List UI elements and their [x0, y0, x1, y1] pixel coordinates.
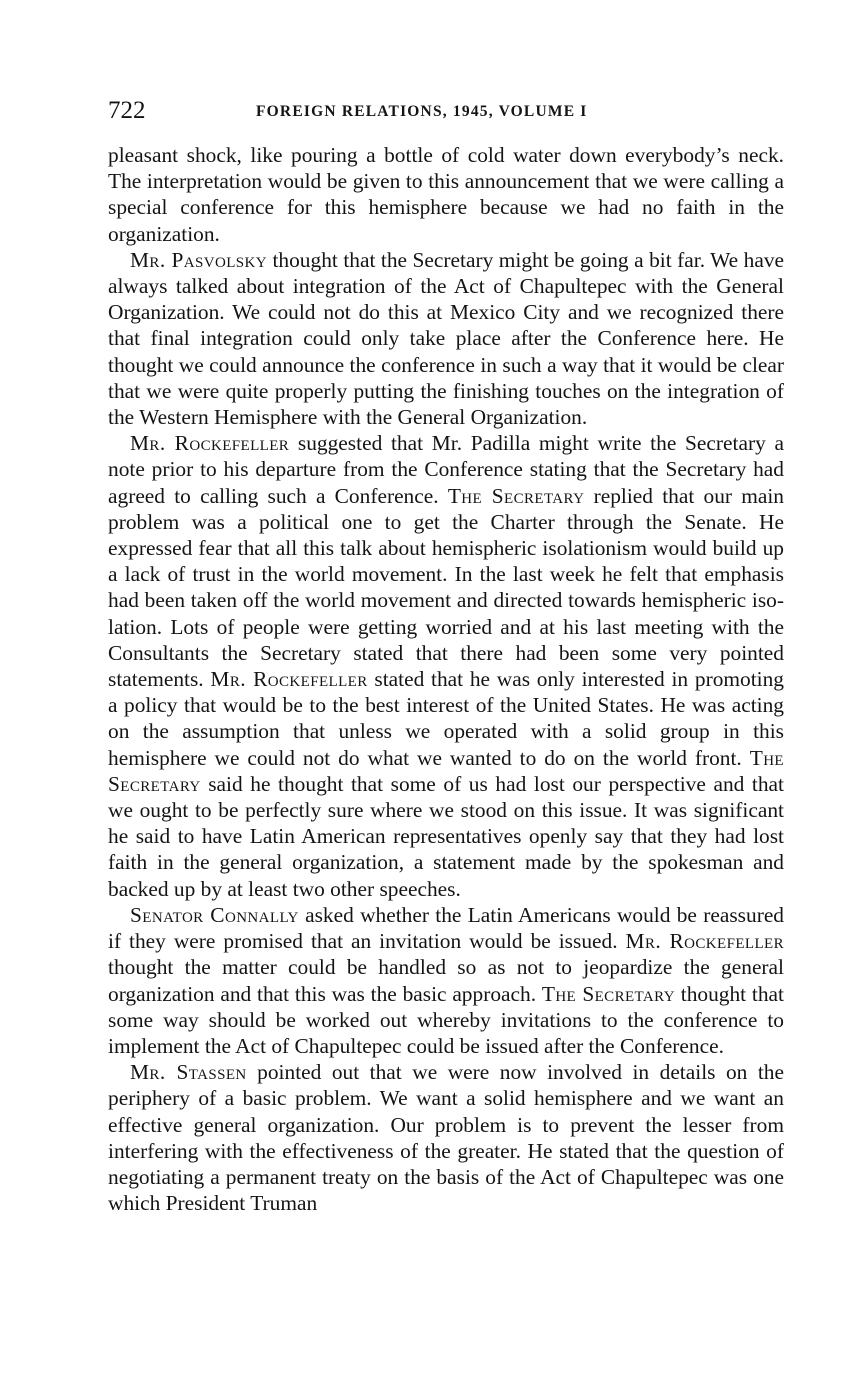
text-run: asked whether the Latin Americans would be reassured if they were promised that an invitation would be issued.	[108, 902, 785, 954]
text-run: said he thought that some of us had lost our perspective and that we ought to be perfectly sure where we stood on this issue. It was significant he said to have Latin American representatives openly say that they had lost faith in the general organization, a statement made by the spokesman and backed up by at least two other speeches.	[108, 771, 784, 901]
text-run: stated that he was only interested in promoting a policy that would be to the best interest of the United States. He was acting on the assumption that unless we operated with a solid group in this hemisphere we could not do what we wanted to do on the world front.	[108, 667, 785, 770]
speaker-name: The Secretary	[108, 745, 784, 796]
paragraph-2	[108, 247, 784, 430]
running-head: FOREIGN RELATIONS, 1945, VOLUME I	[256, 103, 588, 120]
text-run: thought the matter could be handled so as not to jeopardize the general organization and that this was the basic approach.	[108, 955, 784, 1006]
speaker-name: Mr. Rockefeller	[130, 431, 290, 456]
page-number: 722	[108, 97, 146, 124]
speaker-name: Senator Connally	[130, 902, 299, 927]
page-header	[108, 96, 784, 126]
paragraph-4	[108, 902, 784, 1059]
text-run: pointed out that we were now involved in details on the periphery of a basic problem. We want a solid hemisphere and we want an effective general organization. Our problem is to prevent the lesser from interfering with the effectiveness of the greater. He stated that the question of negotiating a permanent treaty on the basis of the Act of Chapultepec was one which President Truman	[108, 1060, 784, 1216]
speaker-name: Mr. Rockefeller	[210, 667, 368, 692]
speaker-name: Mr. Rockefeller	[625, 929, 784, 954]
speaker-name: The Secretary	[541, 981, 675, 1006]
speaker-name: Mr. Pasvolsky	[130, 247, 267, 272]
text-run: suggested that Mr. Padilla might write the Secretary a note prior to his departure from the Conference stating that the Secretary had agreed to calling such a Conference.	[108, 431, 784, 508]
text-run: thought that the Secretary might be going a bit far. We have always talked about integration of the Act of Chapultepec with the General Organization. We could not do this at Mexico City and we recognized there that final integration could only take place after the Conference here. He thought we could announce the conference in such a way that it would be clear that we were quite properly putting the finishing touches on the integration of the Western Hemisphere with the General Organization.	[108, 247, 785, 430]
paragraph-1	[108, 142, 784, 247]
text-run: pleasant shock, like pouring a bottle of cold water down everybody’s neck. The interpretation would be given to this announcement that we were calling a special conference for this hemisphere because we had no faith in the organization.	[108, 143, 784, 246]
speaker-name: Mr. Stassen	[130, 1060, 247, 1085]
paragraph-5	[108, 1059, 784, 1216]
body-text	[108, 142, 784, 1216]
paragraph-3	[108, 430, 784, 902]
text-run: replied that our main problem was a political one to get the Charter through the Senate. He expressed fear that all this talk about hemispheric isolationism would build up a lack of trust in the world movement. In the last week he felt that emphasis had been taken off the world movement and directed towards hemispheric isolation. Lots of people were getting worried and at his last meeting with the Consultants the Secretary stated that there had been some very pointed statements.	[108, 483, 785, 692]
text-run: thought that some way should be worked out whereby invitations to the conference to implement the Act of Chapultepec could be issued after the Conference.	[108, 981, 784, 1058]
speaker-name: The Secretary	[447, 483, 585, 508]
